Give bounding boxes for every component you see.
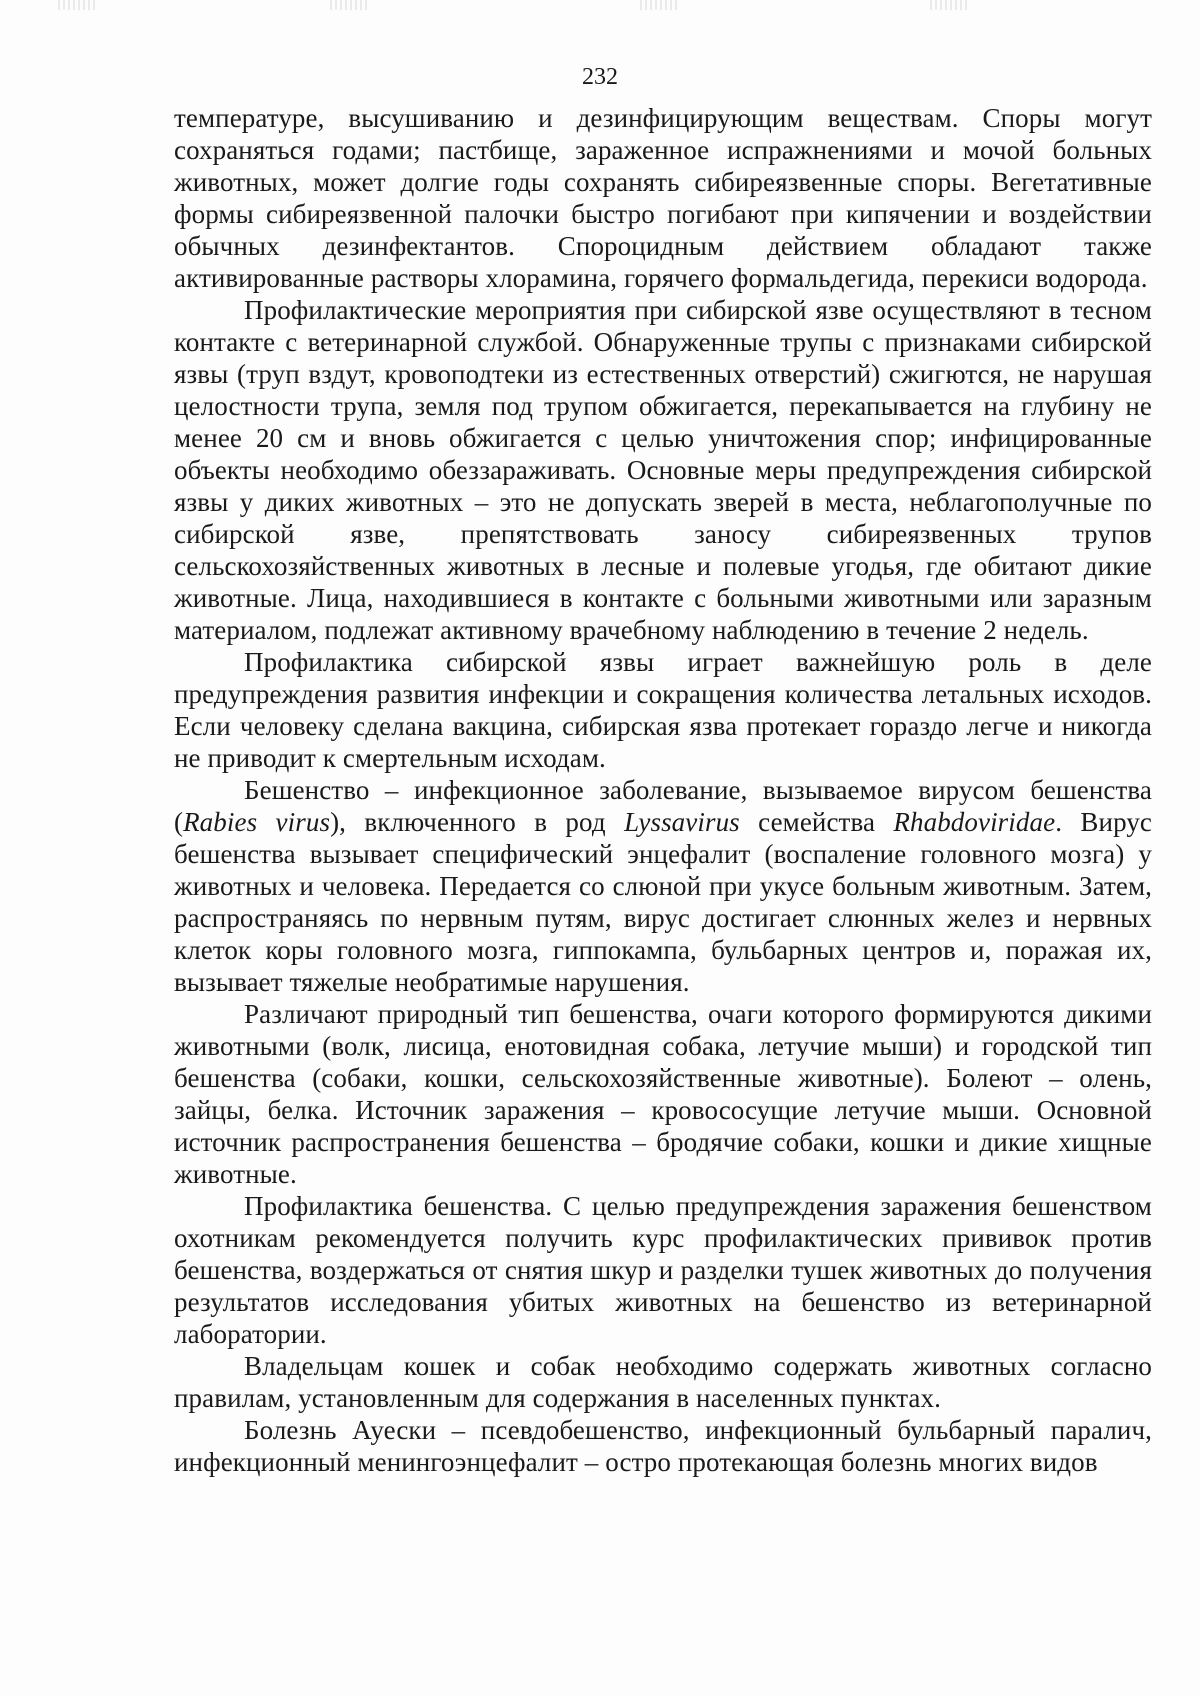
text-span: ), включенного в род bbox=[330, 807, 625, 837]
latin-term: Lyssavirus bbox=[624, 807, 740, 837]
paragraph-rabies-prevention: Профилактика бешенства. С целью предупреждения заражения бешенством охотникам рекомендуется получить курс профилактических прививок против бешенства, воздержаться от снятия шкур и разделки тушек животных до получения результатов исследования убитых животных на бешенство из ветеринарной лаборатории. bbox=[174, 1191, 1152, 1349]
paragraph-anthrax-vaccination: Профилактика сибирской язвы играет важнейшую роль в деле предупреждения развития инфекции и сокращения количества летальных исходов. Если человеку сделана вакцина, сибирская язва протекает гораздо легче и никогда не приводит к смертельным исходам. bbox=[174, 647, 1152, 773]
paragraph-anthrax-spores: температуре, высушиванию и дезинфицирующим веществам. Споры могут сохраняться годами; пастбище, зараженное испражнениями и мочой больных животных, может долгие годы сохранять сибиреязвенные споры. Вегетативные формы сибиреязвенной палочки быстро погибают при кипячении и воздействии обычных дезинфектантов. Спороцидным действием обладают также активированные растворы хлорамина, горячего формальдегида, перекиси водорода. bbox=[174, 103, 1152, 293]
text-span: Бешенство – инфекционное заболевание, вызываемое вирусом бешенства ( bbox=[174, 775, 1152, 837]
scan-artifact bbox=[930, 0, 970, 10]
paragraph-rabies-definition bbox=[174, 774, 1152, 998]
latin-term: Rabies virus bbox=[183, 807, 331, 837]
paragraph-aujeszky-disease: Болезнь Ауески – псевдобешенство, инфекционный бульбарный паралич, инфекционный менингоэнцефалит – остро протекающая болезнь многих видов bbox=[174, 1415, 1152, 1477]
paragraph-pet-owners: Владельцам кошек и собак необходимо содержать животных согласно правилам, установленным для содержания в населенных пунктах. bbox=[174, 1351, 1152, 1413]
paragraph-anthrax-prevention-measures: Профилактические мероприятия при сибирской язве осуществляют в тесном контакте с ветеринарной службой. Обнаруженные трупы с признаками сибирской язвы (труп вздут, кровоподтеки из естественных отверстий) сжигются, не нарушая целостности трупа, земля под трупом обжигается, перекапывается на глубину не менее 20 см и вновь обжигается с целью уничтожения спор; инфицированные объекты необходимо обеззараживать. Основные меры предупреждения сибирской язвы у диких животных – это не допускать зверей в места, неблагополучные по сибирской язве, препятствовать заносу сибиреязвенных трупов сельскохозяйственных животных в лесные и полевые угодья, где обитают дикие животные. Лица, находившиеся в контакте с больными животными или заразным материалом, подлежат активному врачебному наблюдению в течение 2 недель. bbox=[174, 295, 1152, 645]
scan-artifact bbox=[640, 0, 680, 10]
body-text bbox=[174, 102, 1152, 1478]
page-number: 232 bbox=[582, 64, 618, 90]
latin-term: Rhabdoviridae bbox=[893, 807, 1056, 837]
text-span: семейства bbox=[739, 807, 894, 837]
paragraph-rabies-types: Различают природный тип бешенства, очаги которого формируются дикими животными (волк, лисица, енотовидная собака, летучие мыши) и городской тип бешенства (собаки, кошки, сельскохозяйственные животные). Болеют – олень, зайцы, белка. Источник заражения – кровососущие летучие мыши. Основной источник распространения бешенства – бродячие собаки, кошки и дикие хищные животные. bbox=[174, 999, 1152, 1189]
scan-artifact bbox=[58, 0, 98, 10]
scan-artifact bbox=[330, 0, 370, 10]
text-span: . Вирус бешенства вызывает специфический энцефалит (воспаление головного мозга) у животных и человека. Передается со слюной при укусе больным животным. Затем, распространяясь по нервным путям, вирус достигает слюнных желез и нервных клеток коры головного мозга, гиппокампа, бульбарных центров и, поражая их, вызывает тяжелые необратимые нарушения. bbox=[174, 807, 1152, 997]
